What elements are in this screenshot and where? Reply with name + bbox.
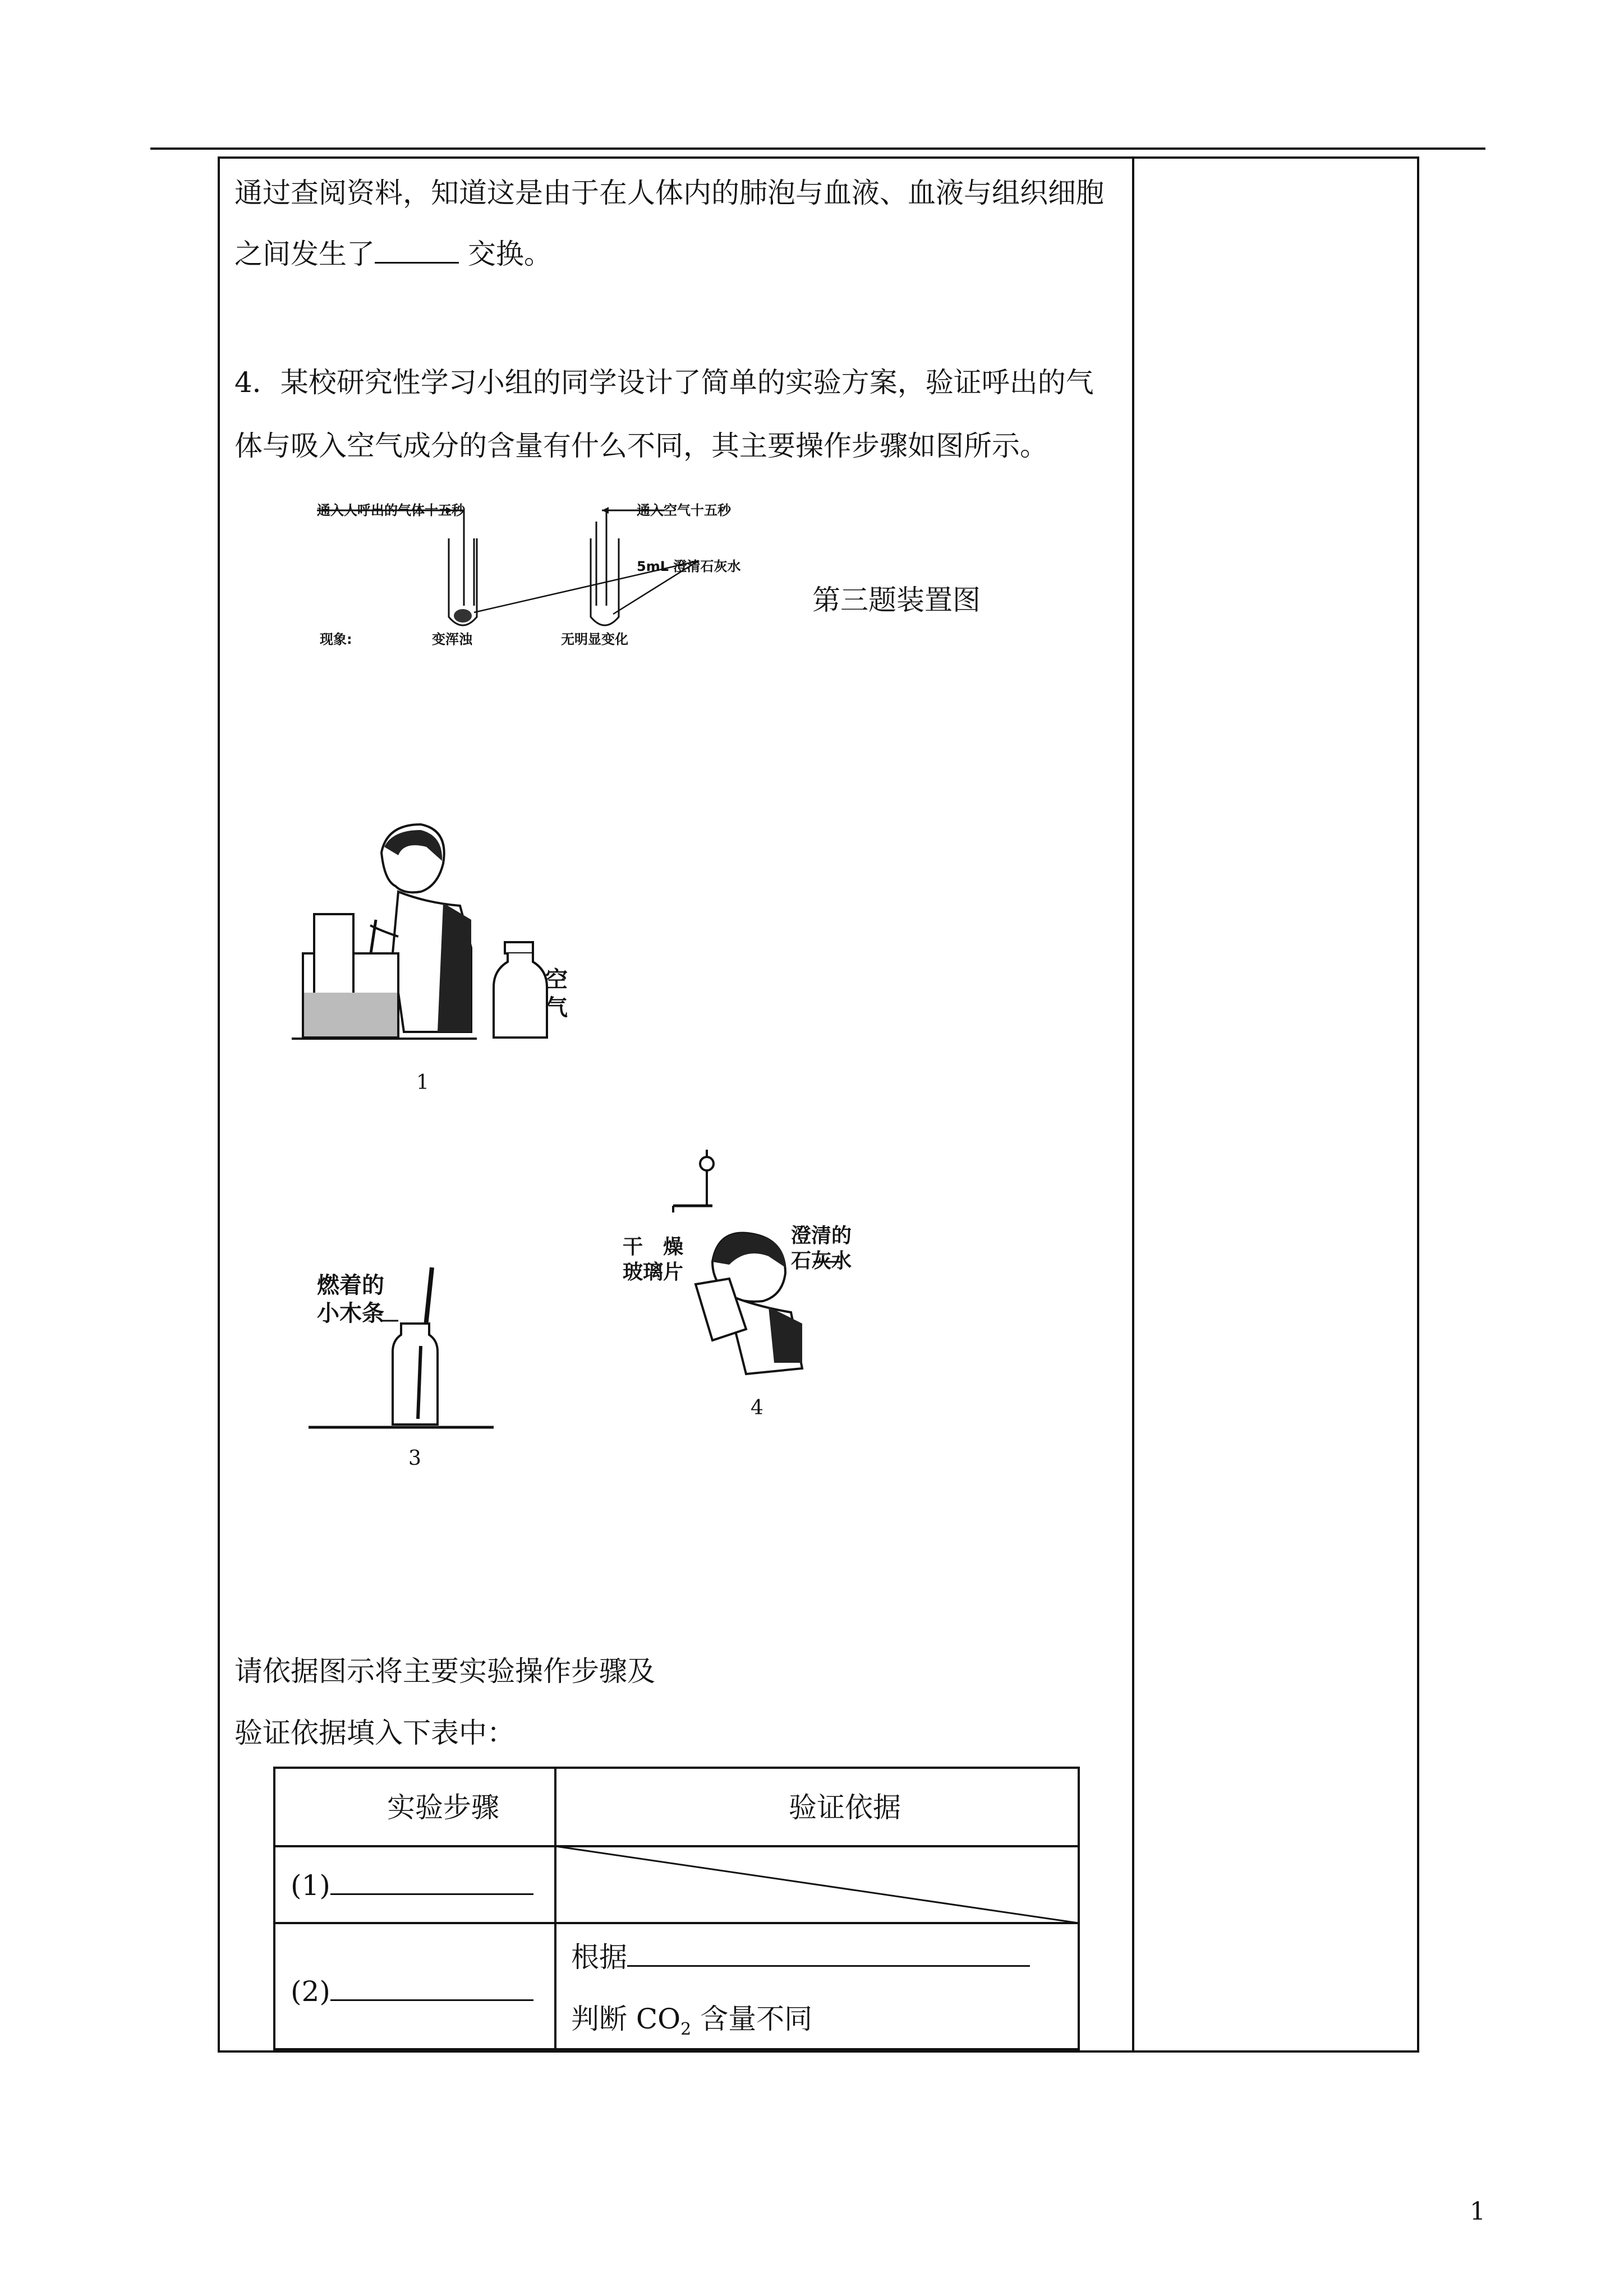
figure-4 — [617, 1127, 853, 1441]
question-4-line-2: 体与吸入空气成分的含量有什么不同，其主要操作步骤如图所示。 — [234, 430, 1048, 462]
label-air: 通入空气十五秒 — [637, 502, 731, 518]
apparatus-diagram — [306, 494, 822, 651]
figure-3-label-line-2: 小木条 — [317, 1301, 384, 1326]
apparatus-caption: 第三题装置图 — [812, 584, 981, 616]
label-limewater: 5mL 澄清石灰水 — [637, 559, 741, 574]
header-rule — [150, 147, 1485, 150]
label-phenomenon: 现象: — [320, 631, 352, 647]
row-1-step-blank[interactable] — [330, 1869, 533, 1895]
figure-3-label-line-1: 燃着的 — [317, 1273, 384, 1298]
table-row-1-step — [291, 1869, 533, 1902]
paragraph-1-line-2 — [234, 237, 552, 271]
table-row-2-basis-line-2 — [571, 2002, 812, 2046]
table-row-1-step-number: (1) — [291, 1869, 330, 1902]
table-row-2-basis-line-1 — [571, 1940, 1030, 1974]
row-2-basis-judge: 判断 CO — [571, 2003, 681, 2035]
tube-right — [591, 510, 619, 625]
outer-table-divider — [1132, 156, 1134, 2053]
table-header-steps: 实验步骤 — [387, 1791, 499, 1824]
instruction-line-1: 请依据图示将主要实验操作步骤及 — [234, 1655, 655, 1688]
paragraph-1-line-1: 通过查阅资料，知道这是由于在人体内的肺泡与血液、血液与组织细胞 — [234, 177, 1104, 209]
co2-subscript: 2 — [680, 2020, 692, 2039]
row-2-basis-blank[interactable] — [627, 1940, 1030, 1967]
figure-4-label-left-line-1: 干 燥 — [623, 1235, 684, 1258]
instruction-line-2: 验证依据填入下表中： — [234, 1717, 515, 1749]
question-4-line-1: 4．某校研究性学习小组的同学设计了简单的实验方案，验证呼出的气 — [234, 366, 1094, 399]
row-2-step-blank[interactable] — [330, 1975, 533, 2001]
figure-1-number: 1 — [416, 1071, 429, 1094]
paragraph-1-line-2-prefix: 之间发生了 — [234, 238, 375, 270]
figure-3 — [303, 1256, 516, 1537]
figure-4-label-right-line-1: 澄清的 — [791, 1224, 852, 1247]
page-number: 1 — [1470, 2197, 1485, 2226]
table-row-2-step-number: (2) — [291, 1975, 330, 2008]
paragraph-1-line-2-suffix: 交换。 — [459, 238, 552, 270]
label-turbid: 变浑浊 — [432, 631, 472, 647]
figure-1-drawing — [292, 808, 583, 1054]
figure-4-label-right-line-2: 石灰水 — [791, 1250, 852, 1273]
table-row-2-step — [291, 1975, 533, 2008]
figure-1 — [292, 808, 583, 1110]
figure-3-number: 3 — [408, 1447, 421, 1470]
label-exhaled-gas: 通入人呼出的气体十五秒 — [317, 502, 465, 518]
label-no-change: 无明显变化 — [561, 631, 628, 647]
row-1-diagonal-line — [555, 1846, 1079, 1923]
figure-1-bottle-char-1: 空 — [545, 967, 568, 993]
figure-1-bottle-char-2: 气 — [545, 995, 568, 1021]
row-2-basis-tail: 含量不同 — [691, 2003, 813, 2035]
table-header-basis: 验证依据 — [789, 1791, 901, 1824]
answer-blank[interactable] — [375, 237, 459, 264]
tube-left — [446, 510, 477, 625]
figure-4-number: 4 — [751, 1396, 763, 1419]
figure-4-label-left-line-2: 玻璃片 — [623, 1261, 684, 1284]
row-2-basis-prefix: 根据 — [571, 1941, 627, 1974]
